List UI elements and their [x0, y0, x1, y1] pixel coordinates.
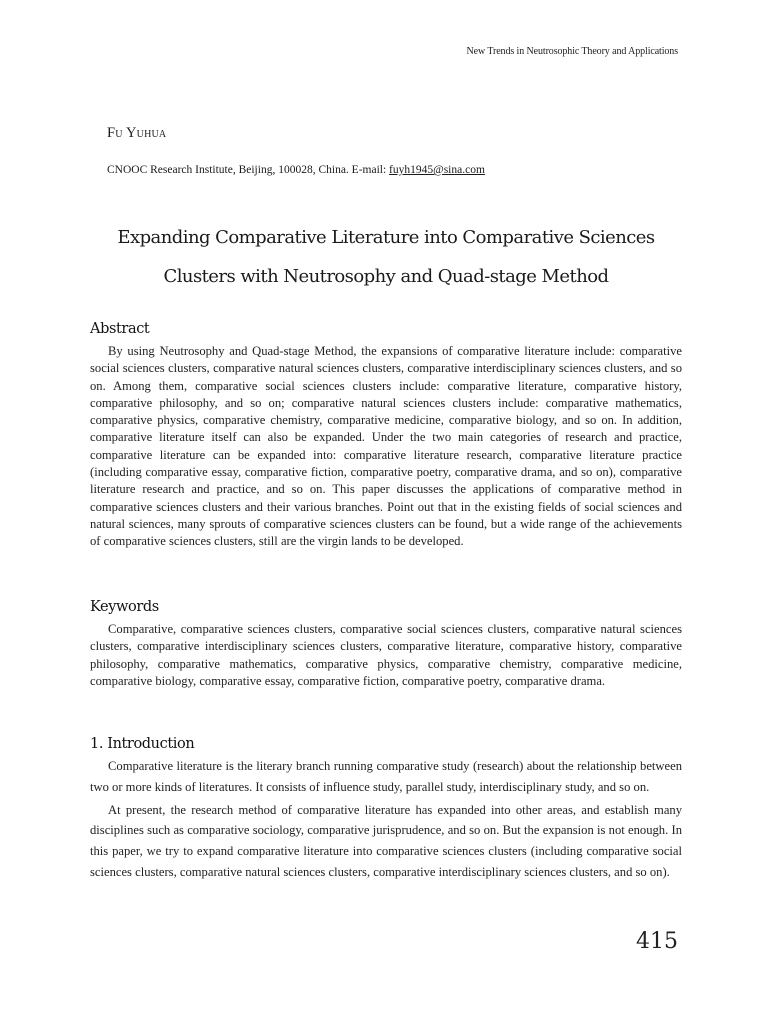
keywords-text: Comparative, comparative sciences clusters, comparative social sciences clusters, comparative natural sciences clusters, comparative interdisciplinary sciences clusters, comparative literature, comparative history, comparative philosophy, comparative mathematics, comparative physics, comparative chemistry, comparative medicine, comparative biology, comparative essay, comparative fiction, comparative poetry, comparative drama.: [90, 622, 682, 688]
introduction-heading: 1. Introduction: [90, 736, 195, 752]
abstract-section: [90, 343, 682, 551]
author-email-link[interactable]: fuyh1945@sina.com: [389, 164, 485, 176]
page-number: 415: [636, 929, 678, 954]
keywords-section: [90, 621, 682, 690]
introduction-paragraph: Comparative literature is the literary branch running comparative study (research) about the relationship between two or more kinds of literatures. It consists of influence study, parallel study, interdisciplinary study, and so on.: [90, 759, 682, 794]
paper-title: Expanding Comparative Literature into Comparative Sciences Clusters with Neutrosophy and Quad-stage Method: [117, 227, 655, 287]
keywords-heading: Keywords: [90, 599, 159, 615]
affiliation-text: CNOOC Research Institute, Beijing, 100028, China. E-mail:: [107, 164, 390, 176]
abstract-text: By using Neutrosophy and Quad-stage Method, the expansions of comparative literature include: comparative social sciences clusters, comparative natural sciences clusters, comparative interdisciplinary sciences clusters, and so on. Among them, comparative social sciences clusters include: comparative literature, comparative history, comparative philosophy, and so on; comparative natural sciences clusters include: comparative mathematics, comparative physics, comparative chemistry, comparative medicine, comparative biology, and so on. In addition, comparative literature itself can also be expanded. Under the two main categories of research and practice, comparative literature can be expanded into: comparative literature research, comparative literature practice (including comparative essay, comparative fiction, comparative poetry, comparative drama, and so on), comparative literature research and practice, and so on. This paper discusses the applications of comparative method in comparative sciences clusters and their various branches. Point out that in the existing fields of social sciences and natural sciences, many sprouts of comparative sciences clusters can be found, but a wide range of the achievements of comparative sciences clusters, still are the virgin lands to be developed.: [90, 344, 682, 549]
running-header: New Trends in Neutrosophic Theory and Applications: [466, 46, 678, 57]
introduction-paragraph: At present, the research method of comparative literature has expanded into other areas, and establish many disciplines such as comparative sociology, comparative jurisprudence, and so on. But the expansion is not enough. In this paper, we try to expand comparative literature into comparative sciences clusters (including comparative social sciences clusters, comparative natural sciences clusters, comparative interdisciplinary sciences clusters, and so on).: [90, 802, 682, 879]
author-name: Fu Yuhua: [107, 125, 167, 141]
introduction-section: [90, 756, 682, 883]
author-affiliation: [107, 164, 485, 176]
abstract-heading: Abstract: [90, 321, 150, 337]
